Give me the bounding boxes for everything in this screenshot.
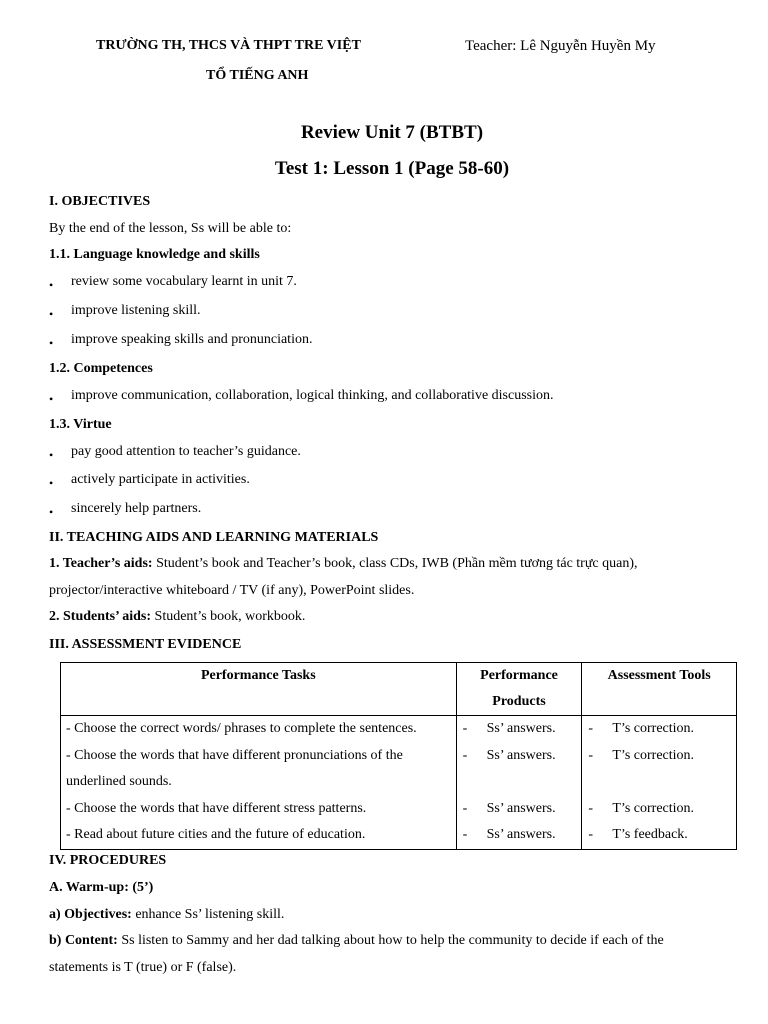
competences-heading: 1.2. Competences <box>49 361 153 376</box>
bullet-icon: • <box>49 336 54 350</box>
table-row <box>61 716 737 850</box>
page-subtitle: Test 1: Lesson 1 (Page 58-60) <box>274 158 510 179</box>
procedures-heading: IV. PROCEDURES <box>49 853 167 868</box>
virtue-heading: 1.3. Virtue <box>49 417 112 432</box>
school-name: TRƯỜNG TH, THCS VÀ THPT TRE VIỆT <box>96 38 361 53</box>
column-header-tools: Assessment Tools <box>582 663 737 716</box>
teacher-aids-cont: projector/interactive whiteboard / TV (if any), PowerPoint slides. <box>49 583 415 598</box>
teacher-name: Teacher: Lê Nguyễn Huyền My <box>465 38 656 54</box>
department-name: TỔ TIẾNG ANH <box>206 68 309 83</box>
tasks-cell: - Choose the correct words/ phrases to complete the sentences. - Choose the words that have different pronunciations of the underlined sounds. - Choose the words that have different stress patterns. - Read about future cities and the future of education. <box>61 716 457 850</box>
bullet-icon: • <box>49 505 54 519</box>
warmup-objectives: a) Objectives: enhance Ss’ listening skill. <box>49 907 285 922</box>
page-title: Review Unit 7 (BTBT) <box>300 122 484 143</box>
aids-heading: II. TEACHING AIDS AND LEARNING MATERIALS <box>49 530 379 545</box>
objectives-intro: By the end of the lesson, Ss will be able to: <box>49 221 292 236</box>
language-skills-heading: 1.1. Language knowledge and skills <box>49 247 260 262</box>
bullet-icon: • <box>49 392 54 406</box>
assessment-table <box>60 662 737 850</box>
teacher-aids: 1. Teacher’s aids: Student’s book and Teacher’s book, class CDs, IWB (Phần mềm tương tác trực quan), <box>49 556 638 571</box>
warmup-content: b) Content: Ss listen to Sammy and her dad talking about how to help the community to decide if each of the <box>49 933 664 948</box>
tools-cell: - T’s correction. - T’s correction. - T’s correction. - T’s feedback. <box>582 716 737 850</box>
bullet-icon: • <box>49 476 54 490</box>
bullet-icon: • <box>49 448 54 462</box>
bullet-icon: • <box>49 307 54 321</box>
bullet-icon: • <box>49 278 54 292</box>
products-cell: - Ss’ answers. - Ss’ answers. - Ss’ answers. - Ss’ answers. <box>456 716 582 850</box>
students-aids: 2. Students’ aids: Student’s book, workbook. <box>49 609 306 624</box>
column-header-tasks: Performance Tasks <box>61 663 457 716</box>
warmup-heading: A. Warm-up: (5’) <box>49 880 154 895</box>
column-header-products: Performance Products <box>456 663 582 716</box>
warmup-content-cont: statements is T (true) or F (false). <box>49 960 237 975</box>
objectives-heading: I. OBJECTIVES <box>49 194 151 209</box>
assessment-heading: III. ASSESSMENT EVIDENCE <box>49 637 242 652</box>
table-header-row <box>61 663 737 716</box>
